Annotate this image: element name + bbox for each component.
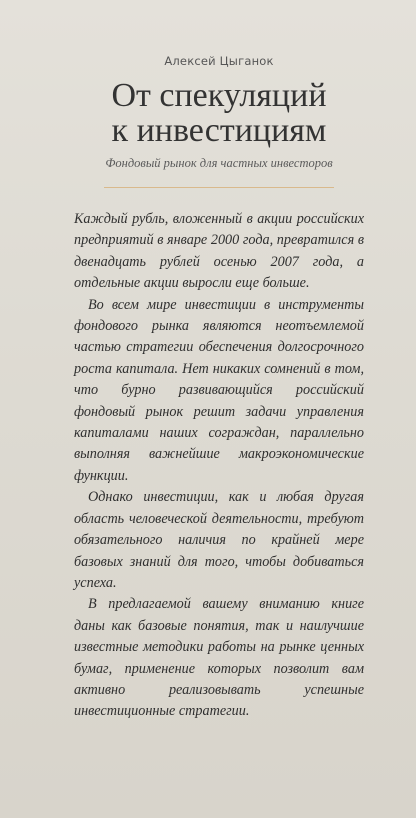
book-subtitle: Фондовый рынок для частных инвесторов xyxy=(105,156,333,170)
book-title-line-2: к инвестициям xyxy=(111,112,327,149)
blurb-paragraph-4: В предлагаемой вашему вниманию книге даны как базовые понятия, так и наилучшие известные методики работы на рынке ценных бумаг, применение которых позволит вам активно реализовывать успешные инвестиционные стратегии. xyxy=(74,596,364,720)
blurb-paragraph-2: Во всем мире инвестиции в инструменты фондового рынка являются неотъемлемой частью стратегии обеспечения долгосрочного роста капитала. Нет никаких сомнений в том, что бурно развивающийся российский фондовый рынок решит задачи управления капиталами наших сограждан, параллельно выполняя важнейшие макроэкономические функции. xyxy=(74,296,364,484)
book-title-line-1: От спекуляций xyxy=(111,77,327,114)
blurb-text xyxy=(74,209,364,723)
divider xyxy=(104,187,334,188)
author-name: Алексей Цыганок xyxy=(164,54,274,68)
blurb-paragraph-1: Каждый рубль, вложенный в акции российских предприятий в январе 2000 года, превратился в двенадцать рублей осенью 2007 года, а отдельные акции выросли еще больше. xyxy=(74,211,364,292)
blurb-paragraph-3: Однако инвестиции, как и любая другая область человеческой деятельности, требуют обязательного наличия по крайней мере базовых знаний для того, чтобы добиваться успеха. xyxy=(74,489,364,591)
book-title xyxy=(74,78,364,148)
